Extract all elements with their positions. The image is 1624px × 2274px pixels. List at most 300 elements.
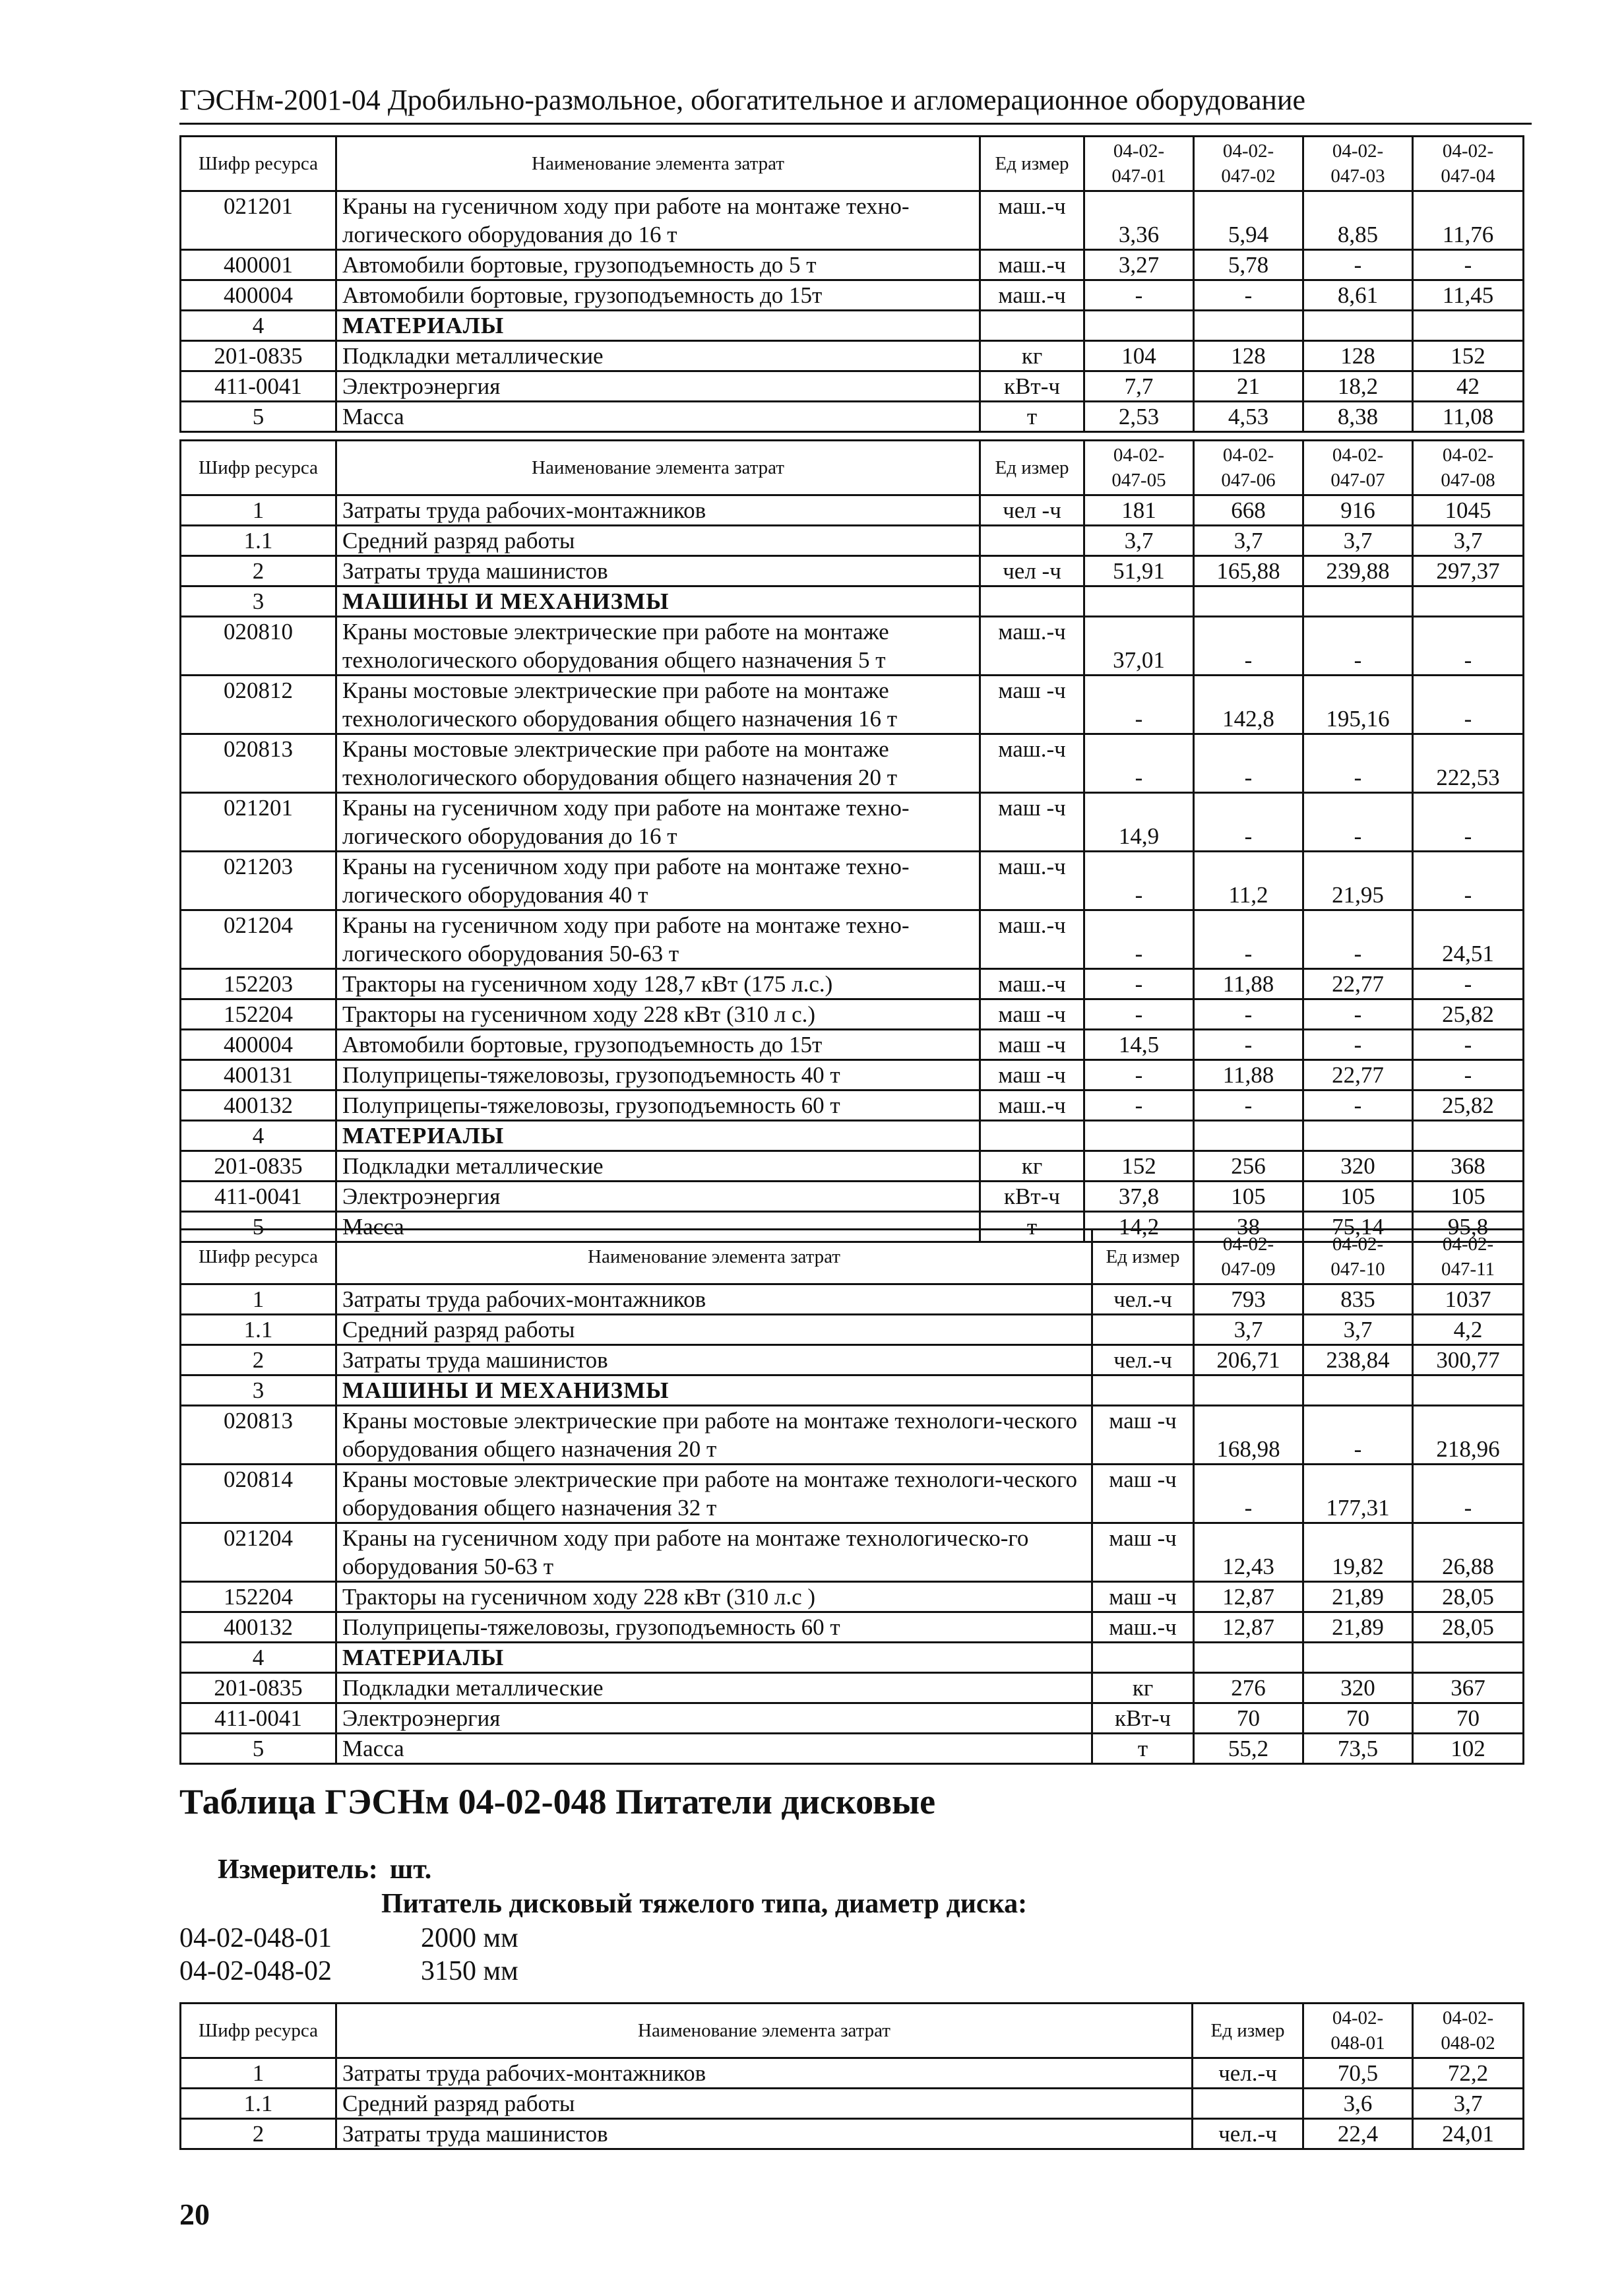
unit-of-measure: чел.-ч	[1193, 2119, 1303, 2149]
rate-value: 142,8	[1194, 676, 1303, 734]
rate-value: -	[1413, 676, 1524, 734]
rate-value: -	[1413, 250, 1524, 280]
resource-code: 020812	[181, 676, 336, 734]
rate-value: 38	[1194, 1212, 1303, 1242]
table-row	[181, 969, 1524, 999]
rate-value: -	[1194, 280, 1303, 311]
table-row	[181, 2119, 1524, 2149]
rate-value: 297,37	[1413, 556, 1524, 586]
rate-value: -	[1303, 999, 1413, 1030]
rate-value	[1084, 586, 1194, 617]
resource-code: 021204	[181, 910, 336, 969]
rate-value: 42	[1413, 371, 1524, 402]
rate-value: 95,8	[1413, 1212, 1524, 1242]
rate-value	[1194, 311, 1303, 341]
rate-value: -	[1303, 910, 1413, 969]
resource-name: Затраты труда рабочих-монтажников	[336, 495, 980, 526]
resource-name: Масса	[336, 1212, 980, 1242]
resource-name: Краны на гусеничном ходу при работе на монтаже техно-логического оборудования до 16 т	[336, 191, 980, 250]
rate-value: -	[1084, 1060, 1194, 1090]
rate-value: -	[1303, 617, 1413, 676]
unit-of-measure: чел.-ч	[1092, 1345, 1194, 1375]
rate-value	[1084, 1121, 1194, 1151]
table-row	[181, 999, 1524, 1030]
rate-value: 19,82	[1303, 1523, 1413, 1582]
resource-name: Краны на гусеничном ходу при работе на монтаже технологическо-го оборудования 50-63 т	[336, 1523, 1092, 1582]
rate-value: 14,2	[1084, 1212, 1194, 1242]
rate-value: 177,31	[1303, 1465, 1413, 1523]
table-row	[181, 1375, 1524, 1406]
resource-code: 2	[181, 1345, 336, 1375]
header-code: Шифр ресурса	[181, 2004, 336, 2058]
table-row	[181, 280, 1524, 311]
resource-code: 5	[181, 402, 336, 432]
resource-name: Затраты труда рабочих-монтажников	[336, 2058, 1193, 2089]
rate-value: 3,36	[1084, 191, 1194, 250]
unit-of-measure: кВт-ч	[980, 371, 1084, 402]
table-row	[181, 734, 1524, 793]
rate-value: 24,51	[1413, 910, 1524, 969]
resource-name: Электроэнергия	[336, 1703, 1092, 1734]
rate-value	[1413, 311, 1524, 341]
resource-name: МАТЕРИАЛЫ	[336, 1643, 1092, 1673]
unit-of-measure: маш -ч	[1092, 1406, 1194, 1465]
rate-value: 55,2	[1194, 1734, 1303, 1764]
page-number: 20	[179, 2197, 210, 2231]
rate-value: 320	[1303, 1151, 1413, 1182]
rate-value: 835	[1303, 1284, 1413, 1315]
rate-value: -	[1084, 999, 1194, 1030]
unit-of-measure: кВт-ч	[1092, 1703, 1194, 1734]
unit-of-measure: кг	[980, 341, 1084, 371]
unit-of-measure: чел.-ч	[1092, 1284, 1194, 1315]
rate-value: 5,94	[1194, 191, 1303, 250]
header-rate-code: 04-02- 047-08	[1413, 441, 1524, 495]
resource-name: Тракторы на гусеничном ходу 128,7 кВт (175 л.с.)	[336, 969, 980, 999]
rate-value: -	[1194, 1465, 1303, 1523]
meter-label: Измеритель:	[218, 1854, 378, 1885]
table-row	[181, 1523, 1524, 1582]
rate-value: 70	[1194, 1703, 1303, 1734]
table-row	[181, 1151, 1524, 1182]
rate-value: -	[1194, 1090, 1303, 1121]
rate-value: -	[1194, 999, 1303, 1030]
unit-of-measure: маш -ч	[980, 793, 1084, 852]
resource-code: 400132	[181, 1612, 336, 1643]
rate-value	[1194, 1375, 1303, 1406]
header-rate-code: 04-02- 047-07	[1303, 441, 1413, 495]
resource-code: 411-0041	[181, 371, 336, 402]
table-row	[181, 1345, 1524, 1375]
resource-code: 400004	[181, 1030, 336, 1060]
resource-name: Краны мостовые электрические при работе на монтаже технологического оборудования общего назначения 20 т	[336, 734, 980, 793]
rate-value	[1303, 586, 1413, 617]
rate-value: 3,7	[1194, 526, 1303, 556]
unit-of-measure	[980, 586, 1084, 617]
rate-value: -	[1194, 793, 1303, 852]
rate-value: 14,9	[1084, 793, 1194, 852]
rate-value: 368	[1413, 1151, 1524, 1182]
table-row	[181, 910, 1524, 969]
rate-value: -	[1084, 734, 1194, 793]
table-row	[181, 341, 1524, 371]
unit-of-measure: маш -ч	[1092, 1582, 1194, 1612]
rate-value: 11,2	[1194, 852, 1303, 910]
resource-name: МАТЕРИАЛЫ	[336, 1121, 980, 1151]
resource-code: 201-0835	[181, 1673, 336, 1703]
rate-value: 24,01	[1413, 2119, 1524, 2149]
header-rate-code: 04-02- 048-02	[1413, 2004, 1524, 2058]
meter-line	[218, 1854, 431, 1885]
resource-name: Средний разряд работы	[336, 2089, 1193, 2119]
unit-of-measure: маш -ч	[980, 1060, 1084, 1090]
rate-value: 2,53	[1084, 402, 1194, 432]
table-row	[181, 1612, 1524, 1643]
resource-name: Краны мостовые электрические при работе на монтаже технологи-ческого оборудования общего назначения 20 т	[336, 1406, 1092, 1465]
table-row	[181, 1465, 1524, 1523]
rate-value: -	[1084, 910, 1194, 969]
table-row	[181, 1030, 1524, 1060]
rate-value: 22,4	[1303, 2119, 1413, 2149]
rate-value: 18,2	[1303, 371, 1413, 402]
rate-value: -	[1194, 1030, 1303, 1060]
table-row	[181, 495, 1524, 526]
unit-of-measure: маш.-ч	[980, 734, 1084, 793]
rate-value: -	[1194, 734, 1303, 793]
unit-of-measure: маш.-ч	[980, 969, 1084, 999]
rate-value: 128	[1194, 341, 1303, 371]
variant-value: 2000 мм	[421, 1923, 518, 1953]
unit-of-measure: чел -ч	[980, 556, 1084, 586]
rate-value	[1194, 1121, 1303, 1151]
rate-value: -	[1194, 617, 1303, 676]
table-row	[181, 1284, 1524, 1315]
rate-value: 793	[1194, 1284, 1303, 1315]
rate-value: 300,77	[1413, 1345, 1524, 1375]
rate-value: 3,7	[1413, 2089, 1524, 2119]
table-row	[181, 1673, 1524, 1703]
rate-value: 26,88	[1413, 1523, 1524, 1582]
resource-code: 021203	[181, 852, 336, 910]
rate-value: 11,88	[1194, 969, 1303, 999]
table-row	[181, 1703, 1524, 1734]
table-row	[181, 2089, 1524, 2119]
header-unit: Ед измер	[1092, 1230, 1194, 1284]
header-code: Шифр ресурса	[181, 1230, 336, 1284]
resource-code: 411-0041	[181, 1182, 336, 1212]
table-row	[181, 586, 1524, 617]
resource-code: 4	[181, 311, 336, 341]
resource-name: Краны мостовые электрические при работе на монтаже технологи-ческого оборудования общего назначения 32 т	[336, 1465, 1092, 1523]
resource-name: Полуприцепы-тяжеловозы, грузоподъемность 40 т	[336, 1060, 980, 1090]
table-048-title: Таблица ГЭСНм 04-02-048 Питатели дисковые	[179, 1782, 936, 1821]
resource-code: 2	[181, 2119, 336, 2149]
rate-value: 25,82	[1413, 1090, 1524, 1121]
rate-value	[1303, 1121, 1413, 1151]
header-unit: Ед измер	[980, 441, 1084, 495]
header-name: Наименование элемента затрат	[336, 441, 980, 495]
resource-code: 152204	[181, 999, 336, 1030]
rate-value: 8,38	[1303, 402, 1413, 432]
rate-value: 8,85	[1303, 191, 1413, 250]
variant-code: 04-02-048-02	[179, 1956, 332, 1986]
rate-value: 165,88	[1194, 556, 1303, 586]
rate-value: 28,05	[1413, 1582, 1524, 1612]
rate-value: 320	[1303, 1673, 1413, 1703]
rate-value: 37,01	[1084, 617, 1194, 676]
resource-code: 4	[181, 1121, 336, 1151]
rate-value: -	[1084, 676, 1194, 734]
rate-value: 73,5	[1303, 1734, 1413, 1764]
unit-of-measure: чел.-ч	[1193, 2058, 1303, 2089]
rate-value: -	[1303, 1406, 1413, 1465]
rate-value: 3,7	[1194, 1315, 1303, 1345]
resource-name: Подкладки металлические	[336, 341, 980, 371]
rate-value: 104	[1084, 341, 1194, 371]
rate-value: 21,89	[1303, 1582, 1413, 1612]
rate-value: 28,05	[1413, 1612, 1524, 1643]
resource-code: 020810	[181, 617, 336, 676]
resource-name: Тракторы на гусеничном ходу 228 кВт (310 л с.)	[336, 999, 980, 1030]
rate-value: -	[1303, 250, 1413, 280]
rate-value: 3,27	[1084, 250, 1194, 280]
header-rate-code: 04-02- 047-06	[1194, 441, 1303, 495]
rate-value: -	[1084, 852, 1194, 910]
rate-value: 14,5	[1084, 1030, 1194, 1060]
table-row	[181, 676, 1524, 734]
unit-of-measure: чел -ч	[980, 495, 1084, 526]
rate-value: 4,2	[1413, 1315, 1524, 1345]
resource-code: 021201	[181, 793, 336, 852]
rate-value: 206,71	[1194, 1345, 1303, 1375]
rate-value: 21	[1194, 371, 1303, 402]
unit-of-measure: маш.-ч	[980, 191, 1084, 250]
resource-code: 2	[181, 556, 336, 586]
variant-value: 3150 мм	[421, 1956, 518, 1986]
rate-value: 22,77	[1303, 1060, 1413, 1090]
rate-value: -	[1413, 1465, 1524, 1523]
rate-value: 3,7	[1303, 1315, 1413, 1345]
unit-of-measure	[1092, 1315, 1194, 1345]
rate-value: 105	[1413, 1182, 1524, 1212]
rate-value: 239,88	[1303, 556, 1413, 586]
header-rate-code: 04-02- 047-02	[1194, 137, 1303, 191]
rate-value	[1303, 1643, 1413, 1673]
resource-name: Автомобили бортовые, грузоподъемность до 15т	[336, 280, 980, 311]
rate-value: 11,45	[1413, 280, 1524, 311]
unit-of-measure: маш -ч	[980, 1030, 1084, 1060]
variant-code: 04-02-048-01	[179, 1923, 332, 1953]
resource-code: 1	[181, 1284, 336, 1315]
resource-name: Тракторы на гусеничном ходу 228 кВт (310 л.с )	[336, 1582, 1092, 1612]
rate-value: 4,53	[1194, 402, 1303, 432]
unit-of-measure: маш.-ч	[980, 280, 1084, 311]
resource-code: 1.1	[181, 1315, 336, 1345]
rate-value: -	[1413, 617, 1524, 676]
rate-value: 22,77	[1303, 969, 1413, 999]
rate-value: 70	[1413, 1703, 1524, 1734]
resource-name: Электроэнергия	[336, 371, 980, 402]
unit-of-measure	[1193, 2089, 1303, 2119]
header-rate-code: 04-02- 048-01	[1303, 2004, 1413, 2058]
header-rate-code: 04-02- 047-09	[1194, 1230, 1303, 1284]
resource-code: 1	[181, 2058, 336, 2089]
resource-name: Затраты труда рабочих-монтажников	[336, 1284, 1092, 1315]
rate-value: 51,91	[1084, 556, 1194, 586]
rate-value: 195,16	[1303, 676, 1413, 734]
resource-name: МАШИНЫ И МЕХАНИЗМЫ	[336, 1375, 1092, 1406]
rate-value: 11,88	[1194, 1060, 1303, 1090]
resource-code: 400004	[181, 280, 336, 311]
unit-of-measure	[980, 311, 1084, 341]
table-row	[181, 617, 1524, 676]
resource-code: 152204	[181, 1582, 336, 1612]
rate-value: 5,78	[1194, 250, 1303, 280]
unit-of-measure: т	[1092, 1734, 1194, 1764]
unit-of-measure	[980, 1121, 1084, 1151]
resource-name: Масса	[336, 1734, 1092, 1764]
resource-name: Затраты труда машинистов	[336, 1345, 1092, 1375]
header-name: Наименование элемента затрат	[336, 1230, 1092, 1284]
resource-code: 021204	[181, 1523, 336, 1582]
rate-value: 12,87	[1194, 1612, 1303, 1643]
resource-code: 400001	[181, 250, 336, 280]
rate-value: 37,8	[1084, 1182, 1194, 1212]
table-row	[181, 1406, 1524, 1465]
rate-value: 238,84	[1303, 1345, 1413, 1375]
table-row	[181, 371, 1524, 402]
resource-name: Средний разряд работы	[336, 526, 980, 556]
table-row	[181, 1643, 1524, 1673]
rate-value: 105	[1194, 1182, 1303, 1212]
unit-of-measure: маш -ч	[980, 676, 1084, 734]
rate-value: 21,89	[1303, 1612, 1413, 1643]
header-unit: Ед измер	[1193, 2004, 1303, 2058]
rate-value: -	[1413, 1030, 1524, 1060]
rate-value: 1045	[1413, 495, 1524, 526]
resource-code: 400132	[181, 1090, 336, 1121]
resource-name: Затраты труда машинистов	[336, 556, 980, 586]
meter-value: шт.	[389, 1854, 432, 1885]
rate-value: 222,53	[1413, 734, 1524, 793]
unit-of-measure: т	[980, 402, 1084, 432]
resource-name: Полуприцепы-тяжеловозы, грузоподъемность 60 т	[336, 1090, 980, 1121]
rate-value	[1413, 1375, 1524, 1406]
rate-value: 75,14	[1303, 1212, 1413, 1242]
table-row	[181, 1090, 1524, 1121]
rate-value: 916	[1303, 495, 1413, 526]
rate-value: 218,96	[1413, 1406, 1524, 1465]
resource-code: 3	[181, 586, 336, 617]
resource-code: 021201	[181, 191, 336, 250]
header-code: Шифр ресурса	[181, 441, 336, 495]
rate-value: 168,98	[1194, 1406, 1303, 1465]
rate-value: -	[1194, 910, 1303, 969]
resource-code: 201-0835	[181, 341, 336, 371]
rate-value	[1413, 1643, 1524, 1673]
rate-value: 181	[1084, 495, 1194, 526]
header-rate-code: 04-02- 047-03	[1303, 137, 1413, 191]
rate-value	[1194, 1643, 1303, 1673]
resource-code: 201-0835	[181, 1151, 336, 1182]
header-rate-code: 04-02- 047-05	[1084, 441, 1194, 495]
table-row	[181, 1734, 1524, 1764]
resource-name: Краны мостовые электрические при работе на монтаже технологического оборудования общего назначения 5 т	[336, 617, 980, 676]
resource-table-047-09-11	[179, 1228, 1524, 1765]
resource-name: Краны на гусеничном ходу при работе на монтаже техно-логического оборудования до 16 т	[336, 793, 980, 852]
header-code: Шифр ресурса	[181, 137, 336, 191]
resource-table-048	[179, 2002, 1524, 2150]
resource-name: Краны на гусеничном ходу при работе на монтаже техно-логического оборудования 40 т	[336, 852, 980, 910]
rate-value	[1413, 1121, 1524, 1151]
rate-value: 3,6	[1303, 2089, 1413, 2119]
resource-code: 4	[181, 1643, 336, 1673]
rate-value: 152	[1084, 1151, 1194, 1182]
unit-of-measure: маш.-ч	[980, 852, 1084, 910]
resource-code: 020813	[181, 1406, 336, 1465]
rate-value: 128	[1303, 341, 1413, 371]
table-row	[181, 556, 1524, 586]
resource-name: Подкладки металлические	[336, 1673, 1092, 1703]
unit-of-measure	[980, 526, 1084, 556]
rate-value: -	[1084, 1090, 1194, 1121]
table-row	[181, 311, 1524, 341]
resource-name: Электроэнергия	[336, 1182, 980, 1212]
rate-value: 12,43	[1194, 1523, 1303, 1582]
table-row	[181, 852, 1524, 910]
header-name: Наименование элемента затрат	[336, 2004, 1193, 2058]
rate-value: -	[1303, 1090, 1413, 1121]
resource-code: 400131	[181, 1060, 336, 1090]
unit-of-measure: маш.-ч	[1092, 1612, 1194, 1643]
resource-name: Автомобили бортовые, грузоподъемность до 15т	[336, 1030, 980, 1060]
rate-value: -	[1413, 1060, 1524, 1090]
rate-value	[1194, 586, 1303, 617]
table-row	[181, 1182, 1524, 1212]
table-row	[181, 1582, 1524, 1612]
rate-value: 102	[1413, 1734, 1524, 1764]
header-rate-code: 04-02- 047-01	[1084, 137, 1194, 191]
resource-code: 1	[181, 495, 336, 526]
resource-code: 3	[181, 1375, 336, 1406]
table-row	[181, 402, 1524, 432]
resource-table-047-01-04	[179, 135, 1524, 433]
rate-value	[1084, 311, 1194, 341]
unit-of-measure: кг	[1092, 1673, 1194, 1703]
unit-of-measure: маш -ч	[1092, 1465, 1194, 1523]
resource-name: МАШИНЫ И МЕХАНИЗМЫ	[336, 586, 980, 617]
header-rate-code: 04-02- 047-10	[1303, 1230, 1413, 1284]
unit-of-measure: маш.-ч	[980, 1090, 1084, 1121]
resource-code: 152203	[181, 969, 336, 999]
rate-value: -	[1413, 852, 1524, 910]
table-row	[181, 526, 1524, 556]
resource-code: 020814	[181, 1465, 336, 1523]
table-row	[181, 250, 1524, 280]
rate-value: 7,7	[1084, 371, 1194, 402]
unit-of-measure: маш -ч	[980, 999, 1084, 1030]
resource-name: Автомобили бортовые, грузоподъемность до 5 т	[336, 250, 980, 280]
rate-value: 668	[1194, 495, 1303, 526]
resource-code: 020813	[181, 734, 336, 793]
resource-code: 5	[181, 1734, 336, 1764]
rate-value: 12,87	[1194, 1582, 1303, 1612]
rate-value: 21,95	[1303, 852, 1413, 910]
table-row	[181, 191, 1524, 250]
unit-of-measure: кВт-ч	[980, 1182, 1084, 1212]
resource-name: Масса	[336, 402, 980, 432]
rate-value: -	[1413, 969, 1524, 999]
